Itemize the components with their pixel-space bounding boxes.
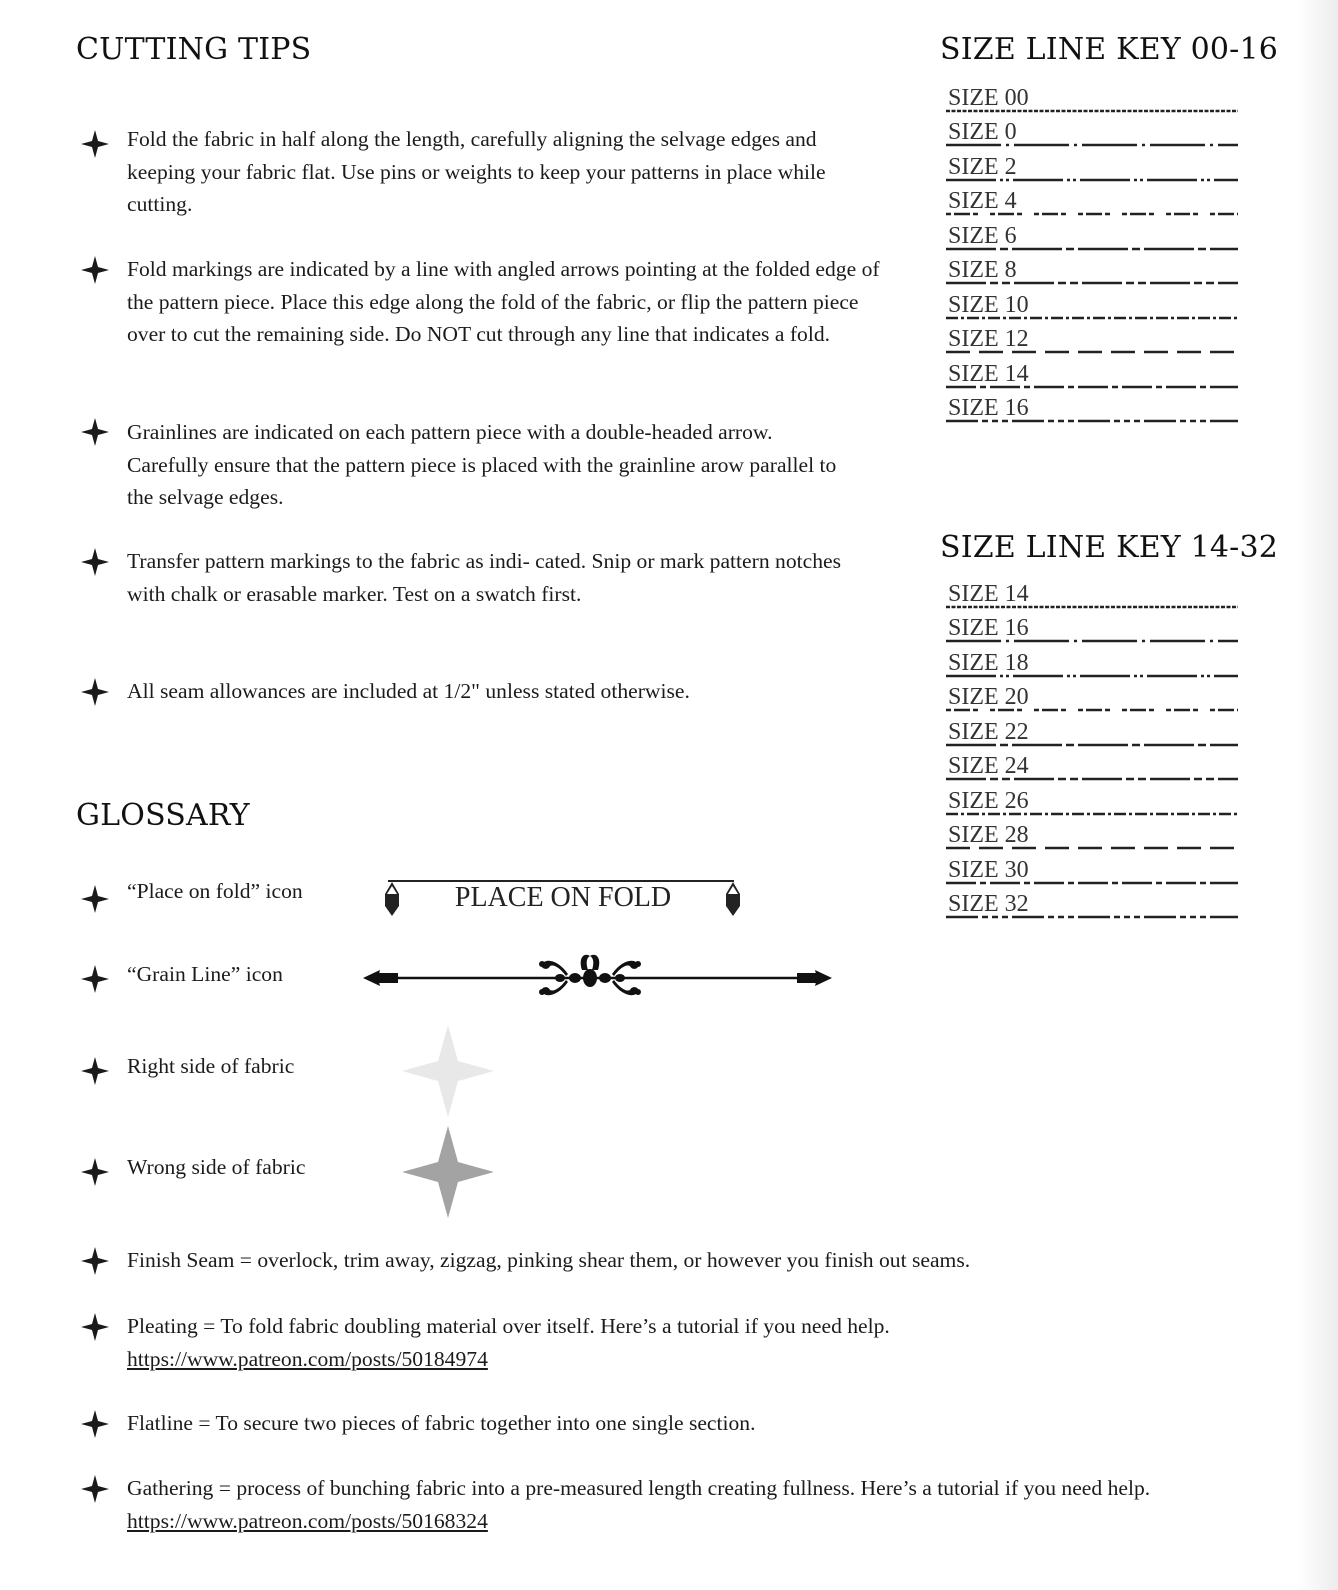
size-label: SIZE 00 — [948, 84, 1029, 111]
size-row — [946, 817, 1238, 852]
size-row — [946, 286, 1238, 321]
page-edge-shadow — [1298, 0, 1338, 1590]
glossary-right-side-label: Right side of fabric — [127, 1054, 295, 1078]
star-bullet-icon — [78, 1155, 112, 1189]
cutting-tip-5: All seam allowances are included at 1/2" unless stated otherwise. — [127, 679, 690, 703]
place-on-fold-icon — [378, 872, 748, 922]
size-row — [946, 679, 1238, 714]
size-row — [946, 390, 1238, 425]
size-label: SIZE 18 — [948, 649, 1029, 676]
flourish-ornament — [539, 955, 641, 995]
wrong-side-fabric-star-icon — [402, 1126, 494, 1218]
size-row — [946, 610, 1238, 645]
glossary-grain-line-label: “Grain Line” icon — [127, 962, 283, 986]
size-key-1-heading: SIZE LINE KEY 00-16 — [940, 32, 1279, 67]
right-side-fabric-star-icon — [402, 1025, 494, 1117]
size-label: SIZE 20 — [948, 684, 1029, 710]
glossary-wrong-side-label: Wrong side of fabric — [127, 1155, 306, 1179]
glossary-term-flatline: Flatline = To secure two pieces of fabric together into one single section. — [127, 1411, 756, 1435]
size-row — [946, 886, 1238, 921]
size-label: SIZE 16 — [948, 395, 1029, 421]
size-row — [946, 114, 1238, 149]
gathering-text: Gathering = process of bunching fabric into a pre-measured length creating fullness. Here’s a tutorial if you need help. — [127, 1476, 1151, 1500]
size-row — [946, 79, 1238, 114]
star-bullet-icon — [78, 415, 112, 449]
star-bullet-icon — [78, 127, 112, 161]
size-label: SIZE 10 — [948, 291, 1029, 318]
glossary-term-gathering — [127, 1472, 1267, 1537]
size-row — [946, 183, 1238, 218]
size-key-2-heading: SIZE LINE KEY 14-32 — [940, 530, 1279, 565]
size-row — [946, 575, 1238, 610]
star-bullet-icon — [78, 253, 112, 287]
size-label: SIZE 0 — [948, 119, 1017, 145]
pleating-text: Pleating = To fold fabric doubling material over itself. Here’s a tutorial if you need help. — [127, 1314, 890, 1338]
gathering-tutorial-link[interactable]: https://www.patreon.com/posts/50168324 — [127, 1508, 488, 1533]
size-row — [946, 148, 1238, 183]
size-label: SIZE 30 — [948, 856, 1029, 883]
size-row — [946, 217, 1238, 252]
size-label: SIZE 12 — [948, 326, 1029, 352]
size-row — [946, 851, 1238, 886]
size-label: SIZE 16 — [948, 615, 1029, 641]
star-bullet-icon — [78, 1244, 112, 1278]
size-label: SIZE 4 — [948, 188, 1017, 214]
cutting-tip-3: Grainlines are indicated on each pattern piece with a double-headed arrow. Carefully ensure that the pattern piece is placed with the grainline arow parallel to the selvage edges. — [127, 420, 837, 509]
cutting-tip-2: Fold markings are indicated by a line with angled arrows pointing at the folded edge of the pattern piece. Place this edge along the fold of the fabric, or flip the pattern piece over to cut the remaining side. Do NOT cut through any line that indicates a fold. — [127, 257, 880, 346]
size-label: SIZE 24 — [948, 753, 1029, 779]
size-label: SIZE 32 — [948, 891, 1029, 917]
glossary-term-pleating — [127, 1310, 1287, 1375]
size-label: SIZE 6 — [948, 222, 1017, 249]
star-bullet-icon — [78, 882, 112, 916]
cutting-tip-1: Fold the fabric in half along the length, carefully aligning the selvage edges and keeping your fabric flat. Use pins or weights to keep your patterns in place while cutting. — [127, 127, 826, 216]
place-on-fold-text: PLACE ON FOLD — [454, 882, 672, 913]
size-row — [946, 252, 1238, 287]
glossary-place-on-fold-label: “Place on fold” icon — [127, 879, 303, 903]
glossary-heading: GLOSSARY — [76, 798, 250, 833]
star-bullet-icon — [78, 545, 112, 579]
size-line-key-00-16 — [946, 79, 1238, 424]
cutting-tips-heading: CUTTING TIPS — [76, 32, 312, 67]
size-label: SIZE 28 — [948, 822, 1029, 848]
size-label: SIZE 26 — [948, 787, 1029, 814]
size-row — [946, 782, 1238, 817]
star-bullet-icon — [78, 675, 112, 709]
star-bullet-icon — [78, 962, 112, 996]
size-row — [946, 355, 1238, 390]
size-row — [946, 644, 1238, 679]
cutting-tip-4: Transfer pattern markings to the fabric as indi- cated. Snip or mark pattern notches with chalk or erasable marker. Test on a swatch first. — [127, 549, 841, 606]
star-bullet-icon — [78, 1407, 112, 1441]
size-row — [946, 321, 1238, 356]
star-bullet-icon — [78, 1472, 112, 1506]
size-label: SIZE 22 — [948, 718, 1029, 745]
size-label: SIZE 14 — [948, 360, 1029, 387]
star-bullet-icon — [78, 1054, 112, 1088]
star-bullet-icon — [78, 1310, 112, 1344]
size-row — [946, 748, 1238, 783]
size-row — [946, 713, 1238, 748]
size-line-sample — [946, 418, 1238, 424]
pleating-tutorial-link[interactable]: https://www.patreon.com/posts/50184974 — [127, 1346, 488, 1371]
size-line-sample — [946, 914, 1238, 920]
size-line-key-14-32 — [946, 575, 1238, 920]
size-label: SIZE 8 — [948, 257, 1017, 283]
size-label: SIZE 2 — [948, 153, 1017, 180]
grain-line-icon — [360, 946, 840, 1006]
size-label: SIZE 14 — [948, 580, 1029, 607]
glossary-term-finish-seam: Finish Seam = overlock, trim away, zigzag, pinking shear them, or however you finish out seams. — [127, 1248, 971, 1272]
